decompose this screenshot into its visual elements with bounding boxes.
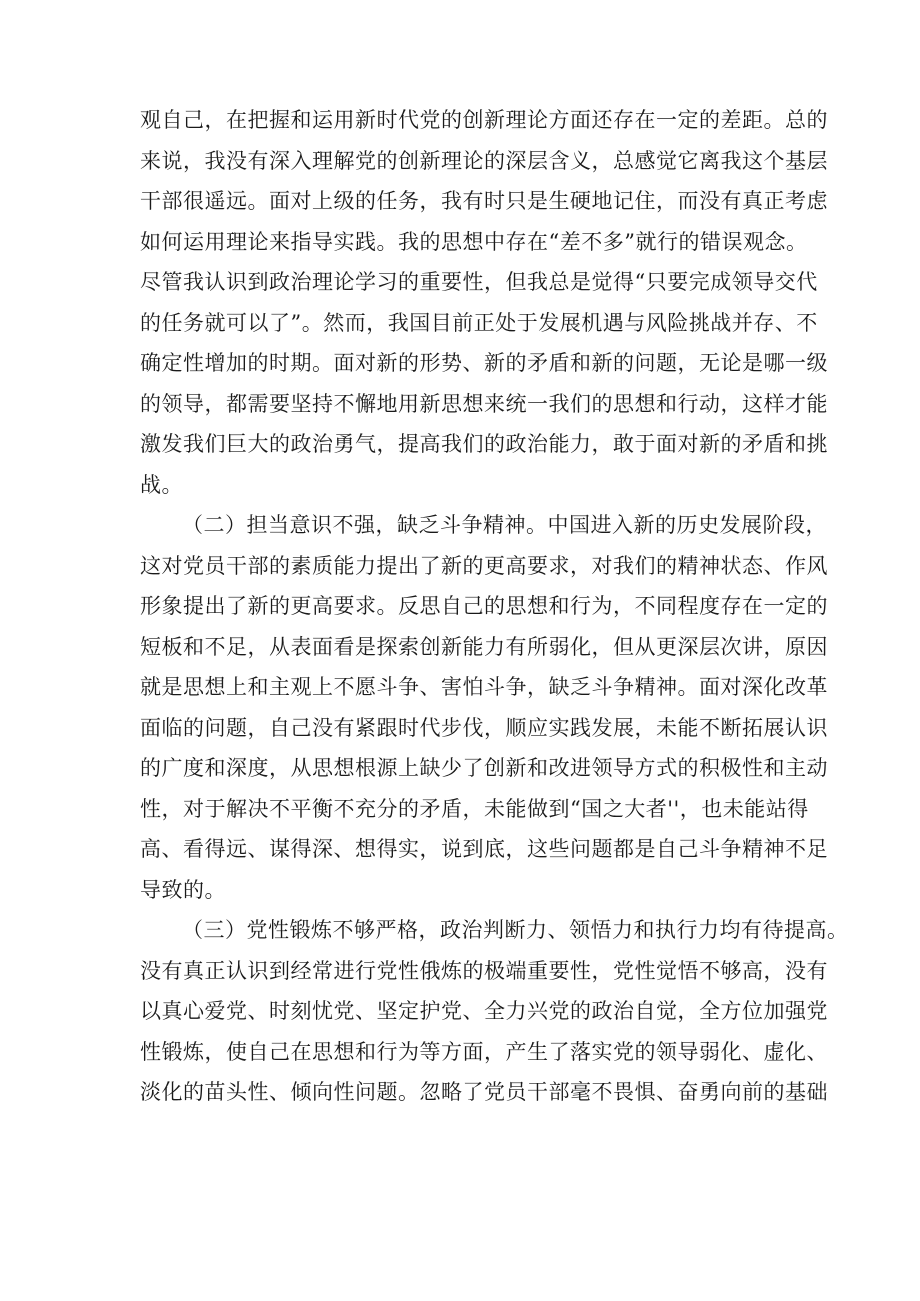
text-line: 干部很遥远。面对上级的任务，我有时只是生硬地记住，而没有真正考虑 — [140, 189, 828, 213]
text-line: 以真心爱党、时刻忧党、坚定护党、全力兴党的政治自觉，全方位加强党 — [140, 999, 828, 1023]
paragraph-3 — [140, 910, 849, 1113]
text-line: 确定性增加的时期。面对新的形势、新的矛盾和新的问题，无论是哪一级 — [140, 351, 828, 375]
text-line: 激发我们巨大的政治勇气，提高我们的政治能力，敢于面对新的矛盾和挑 — [140, 432, 828, 456]
text-line: （二）担当意识不强，缺乏斗争精神。中国进入新的历史发展阶段， — [182, 513, 827, 537]
text-line: 面临的问题，自己没有紧跟时代步伐，顺应实践发展，未能不断拓展认识 — [140, 715, 828, 740]
text-line: 来说，我没有深入理解党的创新理论的深层含义，总感觉它离我这个基层 — [140, 148, 828, 173]
body-text — [140, 100, 849, 1113]
text-line: 如何运用理论来指导实践。我的思想中存在“差不多”就行的错误观念。 — [140, 229, 808, 254]
text-line: 尽管我认识到政治理论学习的重要性，但我总是觉得“只要完成领导交代 — [140, 270, 818, 294]
text-line: 性，对于解决不平衡不充分的矛盾，未能做到“国之大者''，也未能站得 — [140, 796, 809, 821]
text-line: 高、看得远、谋得深、想得实，说到底，这些问题都是自己斗争精神不足 — [140, 837, 828, 861]
text-line: 战。 — [140, 472, 183, 497]
text-line: 淡化的苗头性、倾向性问题。忽略了党员干部毫不畏惧、奋勇向前的基础 — [140, 1080, 828, 1104]
text-line: 观自己，在把握和运用新时代党的创新理论方面还存在一定的差距。总的 — [140, 108, 828, 132]
text-line: 的领导，都需要坚持不懈地用新思想来统一我们的思想和行动，这样才能 — [140, 391, 828, 416]
text-line: （三）党性锻炼不够严格，政治判断力、领悟力和执行力均有待提高。 — [182, 918, 849, 942]
paragraph-2 — [140, 505, 828, 910]
text-line: 这对党员干部的素质能力提出了新的更高要求，对我们的精神状态、作风 — [140, 553, 828, 578]
text-line: 性锻炼，使自己在思想和行为等方面，产生了落实党的领导弱化、虚化、 — [140, 1039, 828, 1064]
text-line: 的任务就可以了”。然而，我国目前正处于发展机遇与风险挑战并存、不 — [140, 310, 818, 335]
text-line: 导致的。 — [140, 877, 226, 902]
text-line: 形象提出了新的更高要求。反思自己的思想和行为，不同程度存在一定的 — [140, 594, 828, 618]
text-line: 短板和不足，从表面看是探索创新能力有所弱化，但从更深层次讲，原因 — [140, 634, 828, 659]
text-line: 没有真正认识到经常进行党性俄炼的极端重要性，党性觉悟不够高，没有 — [140, 958, 828, 983]
paragraph-1 — [140, 100, 828, 505]
text-line: 就是思想上和主观上不愿斗争、害怕斗争，缺乏斗争精神。面对深化改革 — [140, 675, 828, 699]
text-line: 的广度和深度，从思想根源上缺少了创新和改进领导方式的积极性和主动 — [140, 756, 828, 780]
